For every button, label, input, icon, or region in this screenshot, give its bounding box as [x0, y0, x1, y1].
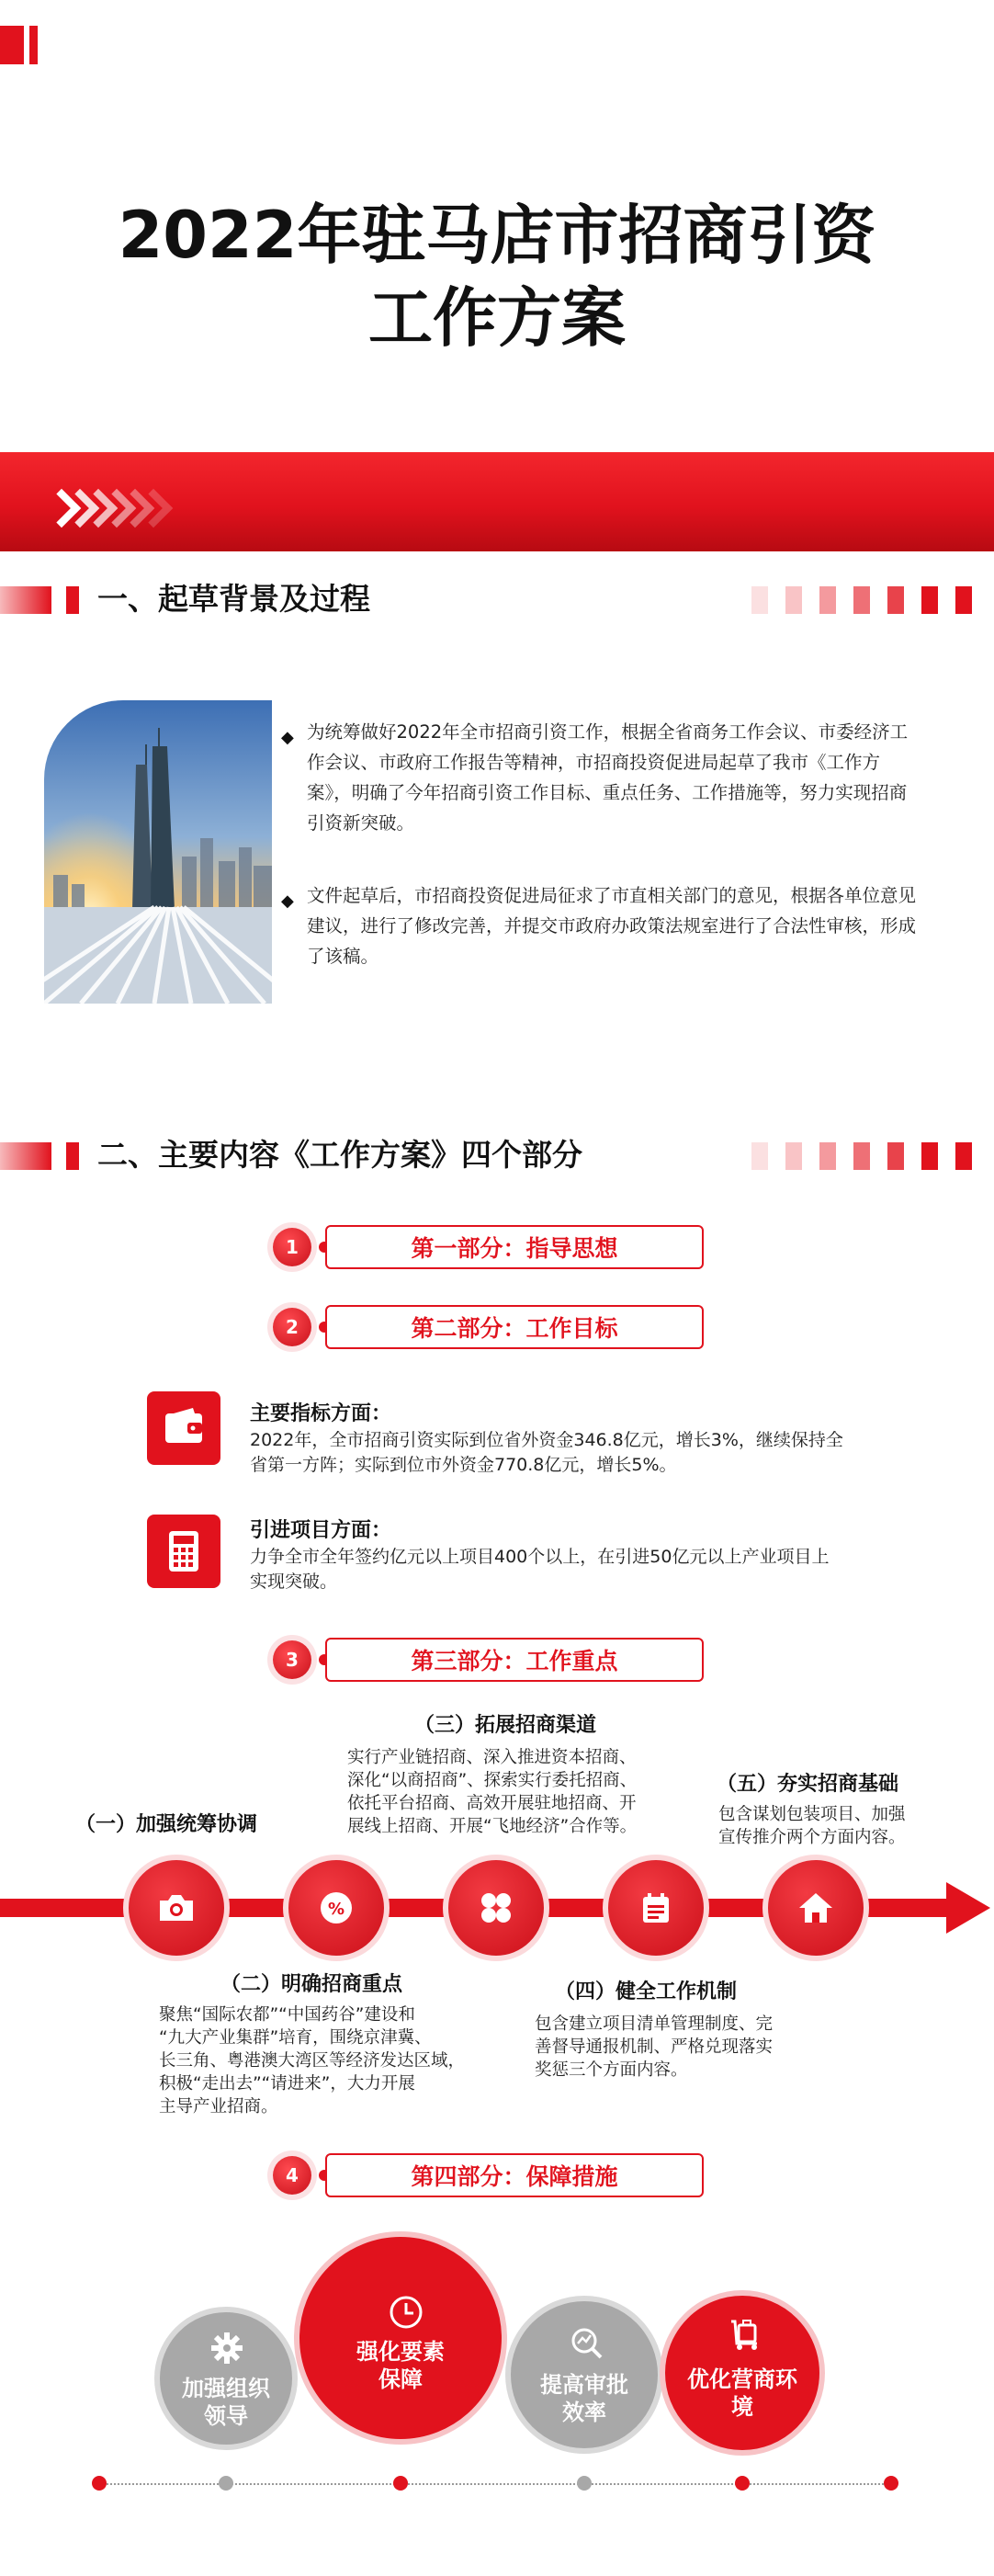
bottom-dot	[577, 2476, 592, 2491]
part-number-badge: 3	[273, 1640, 311, 1679]
measure-circle-3	[505, 2296, 663, 2454]
timeline-item-2-line: 主导产业招商。	[159, 2097, 278, 2116]
part-number-badge: 4	[273, 2156, 311, 2195]
bottom-dot	[884, 2476, 898, 2491]
background-paragraph: 为统筹做好2022年全市招商引资工作，根据全省商务工作会议、市委经济工作会议、市政府工作报告等精神，市招商投资促进局起草了我市《工作方案》，明确了今年招商引资工作目标、重点任务、工作措施等，努力实现招商引资新突破。	[307, 721, 909, 834]
measure-label: 优化营商环	[687, 2366, 797, 2392]
timeline-item-5-line: 宣传推介两个方面内容。	[718, 1828, 906, 1847]
measure-circle-1	[154, 2307, 298, 2450]
bottom-dot	[393, 2476, 408, 2491]
timeline-item-5-line: 包含谋划包装项目、加强	[718, 1805, 906, 1824]
timeline-item-2-line: 聚焦“国际农都”“中国药谷”建设和	[159, 2005, 415, 2025]
discount-badge-icon	[283, 1855, 390, 1961]
magnifier-chart-icon	[569, 2325, 604, 2360]
timeline-item-2-line: 积极“走出去”“请进来”，大力开展	[159, 2074, 415, 2094]
calendar-icon	[603, 1855, 709, 1961]
timeline-item-5-title: （五）夯实招商基础	[717, 1773, 899, 1796]
bottom-dot	[92, 2476, 107, 2491]
timeline-item-3-line: 实行产业链招商、深入推进资本招商、	[347, 1748, 637, 1767]
city-skyline-image	[44, 700, 272, 1004]
indicator-text: 力争全市全年签约亿元以上项目400个以上，在引进50亿元以上产业项目上	[250, 1547, 830, 1567]
indicator-text: 2022年，全市招商引资实际到位省外资金346.8亿元，增长3%，继续保持全	[250, 1430, 843, 1450]
section-marker	[0, 1142, 51, 1170]
part2-pill: 第二部分：工作目标	[325, 1305, 704, 1349]
corner-decoration	[0, 26, 40, 64]
timeline-item-1-title: （一）加强统筹协调	[75, 1813, 258, 1836]
section-marker	[0, 586, 51, 614]
clover-icon	[443, 1855, 549, 1961]
bottom-dot	[219, 2476, 233, 2491]
measure-label: 强化要素	[356, 2339, 445, 2365]
home-icon	[762, 1855, 869, 1961]
measure-label: 提高审批	[540, 2372, 628, 2398]
process-paragraph: 文件起草后，市招商投资促进局征求了市直相关部门的意见，根据各单位意见建议，进行了修改完善，并提交市政府办政策法规室进行了合法性审核，形成了该稿。	[307, 885, 917, 967]
section-marker-bar	[66, 1142, 79, 1170]
measure-circle-2	[294, 2231, 507, 2445]
section-marker-bar	[66, 586, 79, 614]
bullet-diamond-icon: ◆	[281, 891, 294, 911]
part4-pill: 第四部分：保障措施	[325, 2153, 704, 2197]
timeline-item-2-title: （二）明确招商重点	[220, 1973, 403, 1996]
measure-label: 效率	[562, 2400, 606, 2425]
camera-icon	[123, 1855, 230, 1961]
svg-text:%: %	[327, 1900, 345, 1919]
part-number-badge: 2	[273, 1308, 311, 1346]
section-decoration	[751, 586, 972, 618]
bottom-dot	[735, 2476, 750, 2491]
wallet-icon	[147, 1391, 220, 1465]
timeline-item-3-title: （三）拓展招商渠道	[414, 1714, 597, 1737]
calculator-icon	[147, 1515, 220, 1588]
section2-title: 二、主要内容《工作方案》四个部分	[97, 1137, 582, 1173]
indicator-title: 引进项目方面：	[250, 1519, 392, 1542]
part3-pill: 第三部分：工作重点	[325, 1638, 704, 1682]
section-decoration	[751, 1142, 972, 1174]
indicator-text: 省第一方阵；实际到位市外资金770.8亿元，增长5%。	[250, 1455, 677, 1475]
timeline-arrowhead	[946, 1882, 990, 1934]
measure-label: 境	[731, 2394, 753, 2420]
clock-icon	[388, 2294, 424, 2331]
indicator-text: 实现突破。	[250, 1572, 338, 1592]
timeline-item-4-line: 包含建立项目清单管理制度、完	[535, 2014, 774, 2034]
section1-title: 一、起草背景及过程	[97, 581, 370, 617]
timeline-item-2-line: 长三角、粤港澳大湾区等经济发达区域，	[159, 2051, 466, 2071]
timeline-item-3-line: 展线上招商、开展“飞地经济”合作等。	[347, 1817, 638, 1836]
bullet-diamond-icon: ◆	[281, 728, 294, 747]
measure-circle-4	[660, 2290, 825, 2456]
luggage-cart-icon	[728, 2316, 764, 2353]
part-number-badge: 1	[273, 1228, 311, 1266]
part1-pill: 第一部分：指导思想	[325, 1225, 704, 1269]
gear-icon	[209, 2331, 244, 2366]
timeline-item-4-line: 奖惩三个方面内容。	[535, 2060, 688, 2080]
timeline-item-2-line: “九大产业集群”培育，围绕京津冀、	[159, 2028, 432, 2048]
measure-label: 领导	[204, 2403, 248, 2429]
timeline-item-3-line: 深化“以商招商”、探索实行委托招商、	[347, 1771, 638, 1790]
timeline-item-3-line: 依托平台招商、高效开展驻地招商、开	[347, 1794, 637, 1813]
timeline-item-4-title: （四）健全工作机制	[555, 1980, 738, 2003]
measure-label: 加强组织	[182, 2376, 270, 2401]
indicator-title: 主要指标方面：	[250, 1402, 392, 1425]
timeline-item-4-line: 善督导通报机制、严格兑现落实	[535, 2037, 774, 2057]
page-title-line2: 工作方案	[368, 280, 626, 356]
measure-label: 保障	[378, 2366, 423, 2392]
page-title-line1: 2022年驻马店市招商引资	[118, 198, 876, 273]
